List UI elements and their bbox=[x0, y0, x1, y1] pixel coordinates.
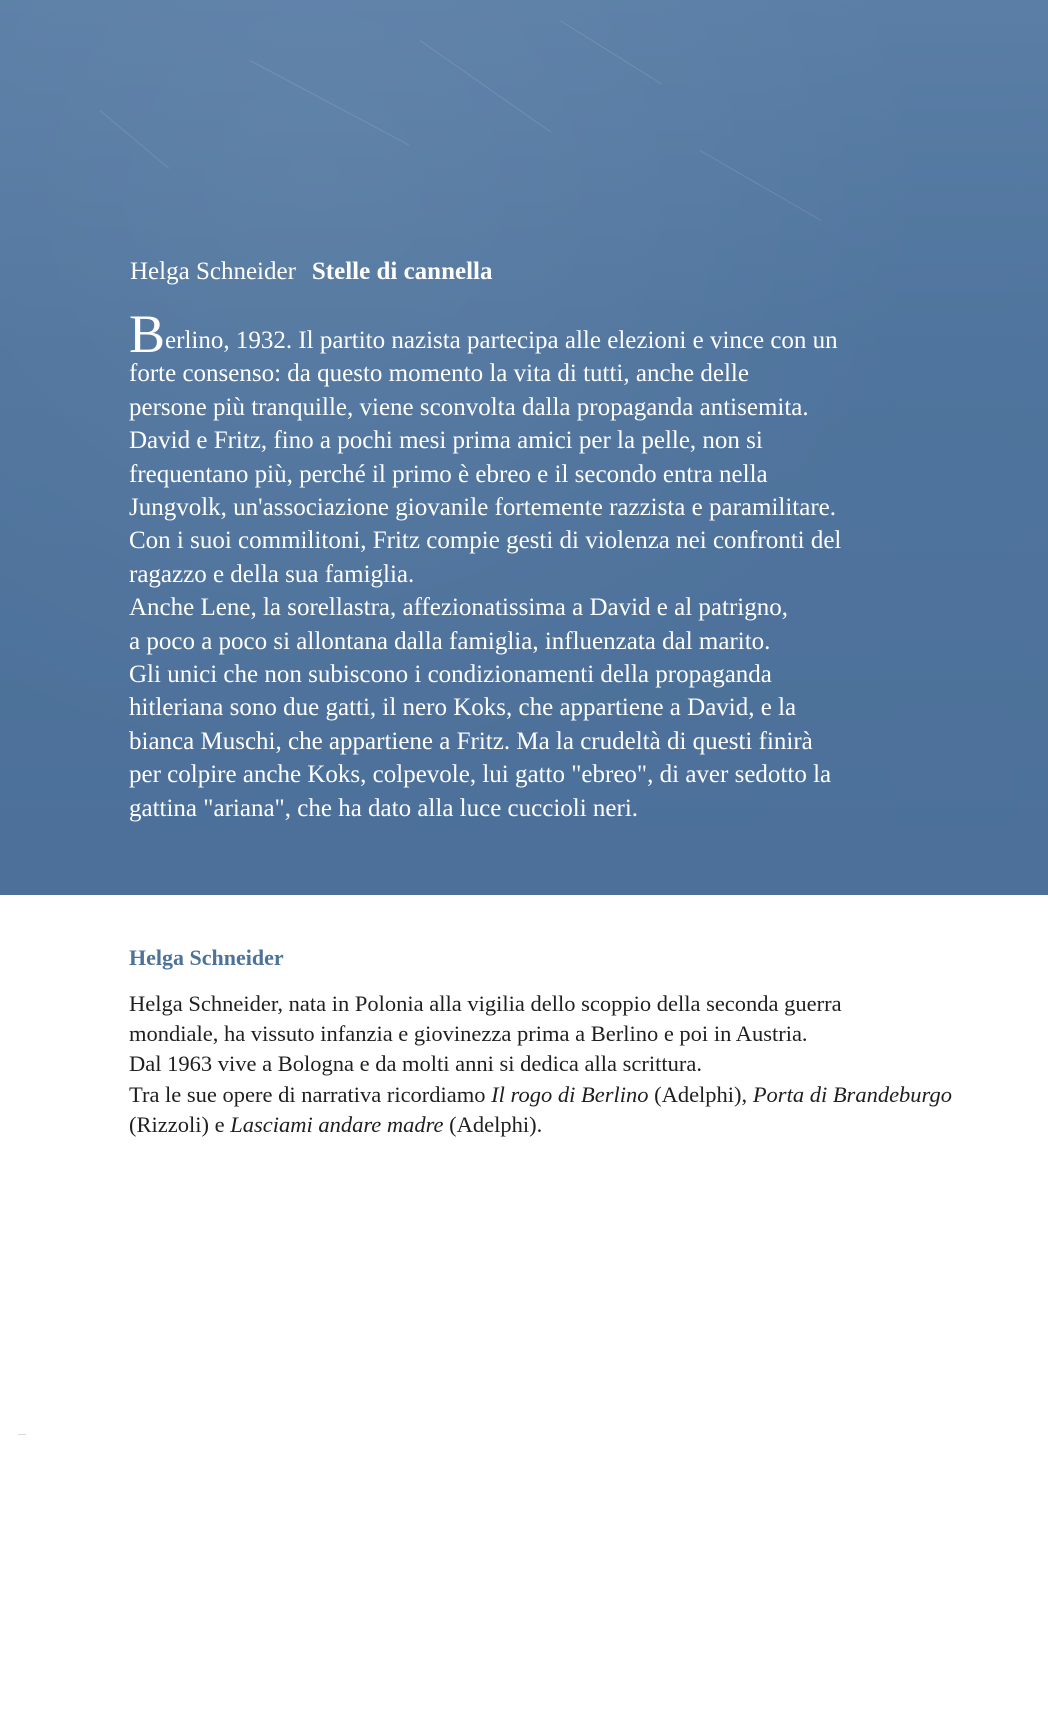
work-title: Lasciami andare madre bbox=[230, 1111, 444, 1137]
texture-scratch bbox=[250, 60, 409, 145]
work-publisher: (Adelphi). bbox=[443, 1111, 543, 1137]
synopsis-dropcap: B bbox=[129, 304, 166, 364]
synopsis-body: erlino, 1932. Il partito nazista partecipa alle elezioni e vince con un forte consenso: da questo momento la vita di tutti, anche delle persone più tranquille, viene sconvolta dalla propaganda antisemita. David e Fritz, fino a pochi mesi prima amici per la pelle, non si frequentano più, perché il primo è ebreo e il secondo entra nella Jungvolk, un'associazione giovanile fortemente razzista e paramilitare. Con i suoi commilitoni, Fritz compie gesti di violenza nei confronti del ragazzo e della sua famiglia. Anche Lene, la sorellastra, affezionatissima a David e al patrigno, a poco a poco si allontana dalla famiglia, influenzata dal marito. Gli unici che non subiscono i condizionamenti della propaganda hitleriana sono due gatti, il nero Koks, che appartiene a David, e la bianca Muschi, che appartiene a Fritz. Ma la crudeltà di questi finirà per colpire anche Koks, colpevole, lui gatto "ebreo", di aver sedotto la gattina "ariana", che ha dato alla luce cuccioli neri. bbox=[129, 327, 842, 822]
work-publisher: (Rizzoli) e bbox=[129, 1111, 231, 1137]
texture-scratch bbox=[700, 150, 822, 221]
bio-heading: Helga Schneider bbox=[129, 945, 284, 970]
work-title: Il rogo di Berlino bbox=[491, 1081, 649, 1107]
bio-line: mondiale, ha vissuto infanzia e giovinezza prima a Berlino e poi in Austria. bbox=[129, 1021, 808, 1047]
bio-works bbox=[129, 1080, 1009, 1140]
work-title: Porta di Brandeburgo bbox=[752, 1081, 952, 1107]
book-title: Stelle di cannella bbox=[311, 258, 493, 285]
texture-scratch bbox=[420, 40, 552, 133]
book-header bbox=[130, 258, 492, 286]
texture-scratch bbox=[560, 20, 662, 84]
synopsis-text bbox=[129, 304, 1009, 825]
bio-line: Dal 1963 vive a Bologna e da molti anni si dedica alla scrittura. bbox=[129, 1051, 702, 1077]
header-author: Helga Schneider bbox=[130, 258, 296, 285]
paper-speck bbox=[18, 1434, 26, 1435]
works-intro: Tra le sue opere di narrativa ricordiamo bbox=[129, 1081, 492, 1107]
bio-line: Helga Schneider, nata in Polonia alla vigilia dello scoppio della seconda guerra bbox=[129, 991, 842, 1016]
texture-scratch bbox=[100, 110, 170, 169]
work-publisher: (Adelphi), bbox=[648, 1081, 753, 1107]
bio-text bbox=[129, 989, 1009, 1140]
